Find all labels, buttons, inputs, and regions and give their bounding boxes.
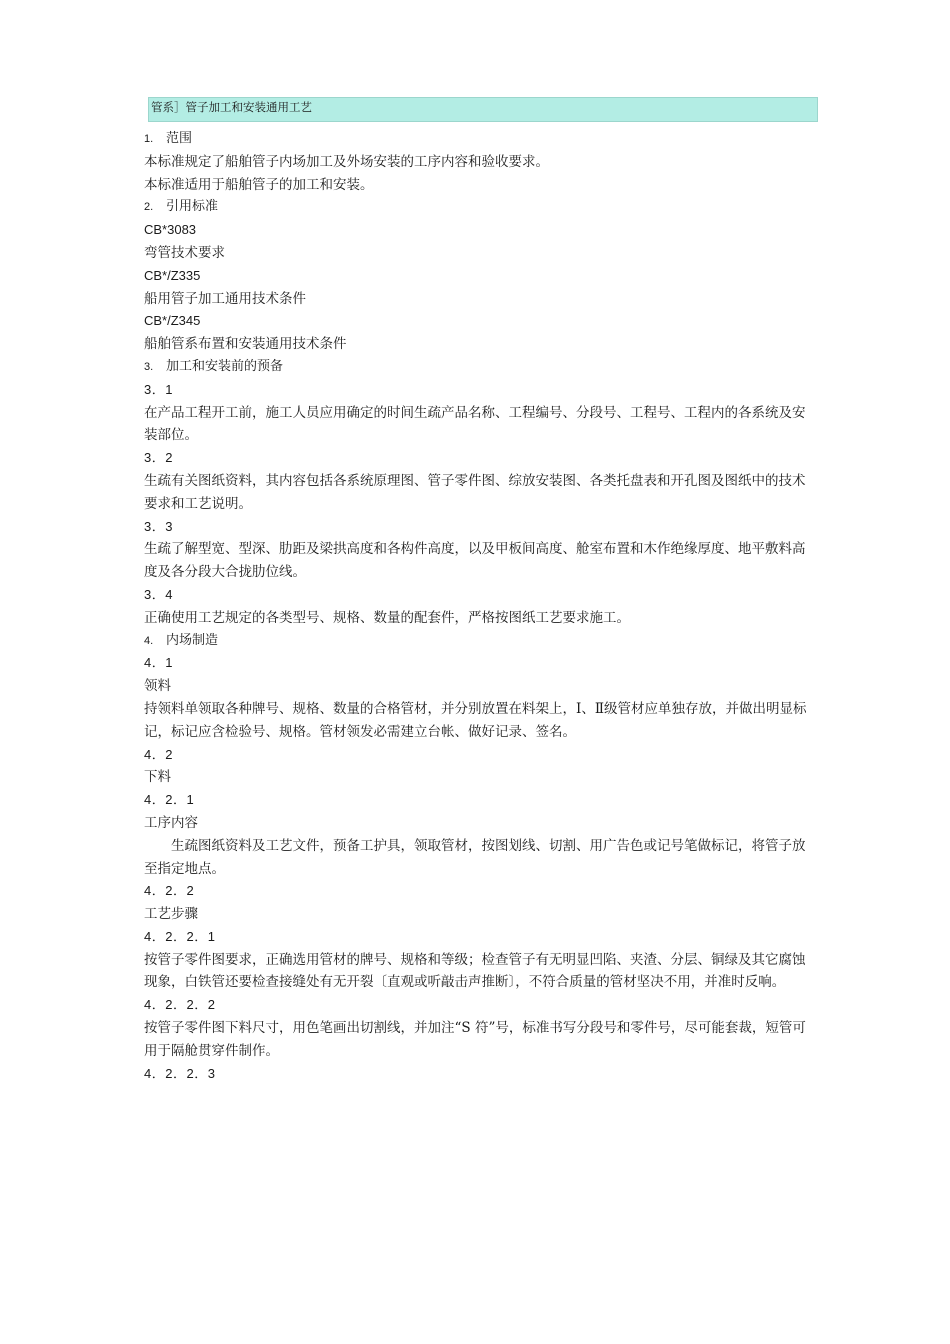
reference-title: 弯管技术要求: [144, 244, 225, 261]
reference-code: CB*3083: [144, 222, 197, 238]
clause-number: 4．2．2: [144, 883, 195, 899]
paragraph: 本标准适用于船舶管子的加工和安装。: [144, 176, 374, 193]
clause-number: 3．3: [144, 518, 173, 534]
reference-code: CB*/Z345: [144, 313, 201, 329]
clause-number: 3．1: [144, 381, 173, 397]
clause-text: 生疏了解型宽、型深、肋距及梁拱高度和各构件高度，以及甲板间高度、舱室布置和木作绝缘厚度、地平敷料高度及各分段大合拢肋位线。: [144, 541, 806, 581]
section-1-heading: 1. 范围: [144, 131, 193, 146]
section-2-heading: 2. 引用标准: [144, 199, 219, 215]
clause-number: 3．4: [144, 586, 173, 602]
clause-text: 在产品工程开工前，施工人员应用确定的时间生疏产品名称、工程编号、分段号、工程号、工程内的各系统及安装部位。: [144, 404, 806, 444]
clause-number: 4．2: [144, 746, 173, 762]
clause-text: 持领料单领取各种牌号、规格、数量的合格管材，并分别放置在料架上，Ⅰ、Ⅱ级管材应单独存放，并做出明显标记，标记应含检验号、规格。管材领发必需建立台帐、做好记录、签名。: [144, 700, 807, 740]
section-3-heading: 3. 加工和安装前的预备: [144, 358, 284, 374]
reference-code: CB*/Z335: [144, 267, 201, 283]
clause-text: 按管子零件图下料尺寸，用色笔画出切割线，并加注“S 符”号，标准书写分段号和零件号，尽可能套裁，短管可用于隔舱贯穿件制作。: [144, 1020, 806, 1059]
clause-text: 按管子零件图要求，正确选用管材的牌号、规格和等级；检查管子有无明显凹陷、夹渣、分层、铜绿及其它腐蚀现象，白铁管还要检查接缝处有无开裂〔直观或听敲击声推断〕，不符合质量的管材坚决不用，并准时反响。: [144, 951, 806, 991]
clause-text: 生疏图纸资料及工艺文件，预备工护具，领取管材，按图划线、切割、用广告色或记号笔做标记，将管子放至指定地点。: [144, 837, 806, 877]
clause-number: 3．2: [144, 450, 173, 466]
clause-title: 领料: [144, 678, 171, 695]
clause-title: 工艺步骤: [144, 906, 198, 923]
paragraph: 本标准规定了船舶管子内场加工及外场安装的工序内容和验收要求。: [144, 153, 549, 170]
clause-number: 4．2．1: [144, 792, 195, 808]
reference-title: 船舶管系布置和安装通用技术条件: [144, 336, 347, 353]
reference-title: 船用管子加工通用技术条件: [144, 290, 306, 307]
header-title: 管系］管子加工和安装通用工艺: [151, 102, 312, 114]
clause-text: 生疏有关图纸资料，其内容包括各系统原理图、管子零件图、综放安装图、各类托盘表和开孔图及图纸中的技术要求和工艺说明。: [144, 472, 806, 512]
clause-number: 4．1: [144, 655, 173, 671]
document-header: [148, 97, 818, 122]
clause-title: 工序内容: [144, 814, 198, 831]
clause-text: 正确使用工艺规定的各类型号、规格、数量的配套件，严格按图纸工艺要求施工。: [144, 609, 630, 626]
clause-number: 4．2．2．2: [144, 997, 216, 1013]
document-body: [144, 128, 814, 1085]
clause-title: 下料: [144, 769, 171, 786]
clause-number: 4．2．2．3: [144, 1065, 216, 1081]
section-4-heading: 4. 内场制造: [144, 632, 219, 648]
clause-number: 4．2．2．1: [144, 928, 216, 944]
